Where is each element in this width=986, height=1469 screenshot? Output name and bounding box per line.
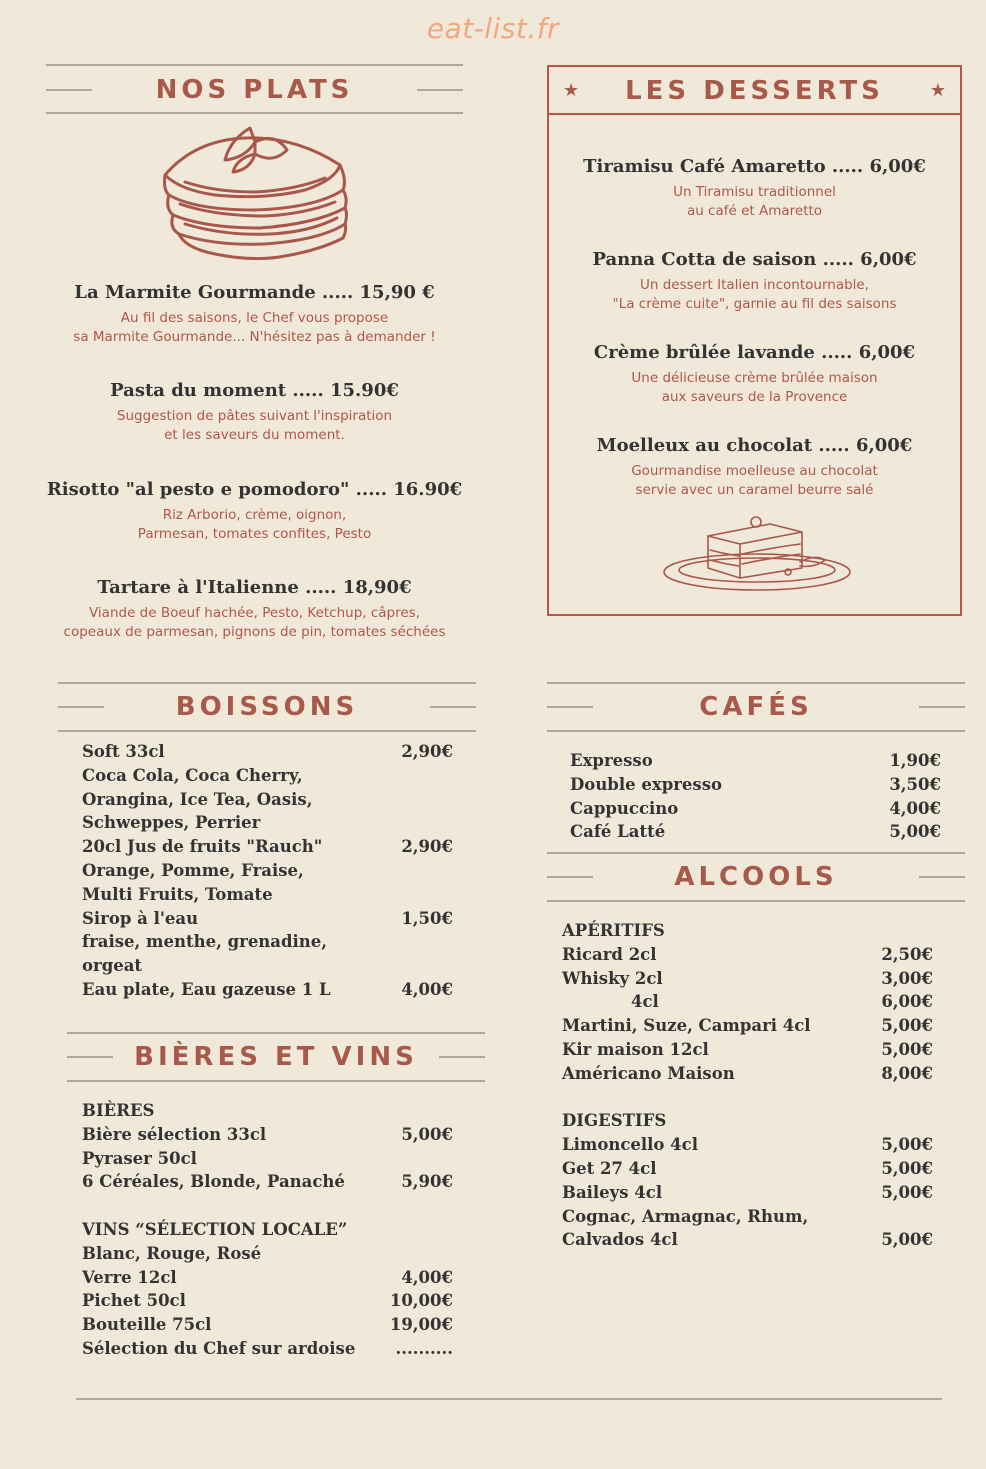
divider [46, 89, 92, 91]
menu-row [562, 1228, 933, 1252]
menu-row [82, 1170, 453, 1194]
menu-row [82, 1218, 453, 1242]
description-line: Suggestion de pâtes suivant l'inspiration [116, 408, 393, 424]
menu-row [82, 1147, 453, 1171]
item-label: Eau plate, Eau gazeuse 1 L [82, 979, 331, 999]
description-line: aux saveurs de la Provence [661, 389, 848, 405]
menu-row [82, 907, 453, 931]
item-label: Ricard 2cl [562, 944, 657, 964]
item-label: BIÈRES [82, 1101, 155, 1120]
menu-row [82, 1337, 453, 1361]
description-line: Gourmandise moelleuse au chocolat [631, 463, 878, 479]
item-label: Cappuccino [570, 798, 679, 818]
description-line: Viande de Boeuf hachée, Pesto, Ketchup, câpres, [88, 605, 421, 621]
item-label: 4cl [631, 992, 659, 1012]
description-line: Riz Arborio, crème, oignon, [162, 507, 347, 523]
item-price: 4,00€ [889, 798, 941, 818]
description-line: Une délicieuse crème brûlée maison [631, 370, 878, 386]
item-label: fraise, menthe, grenadine, [82, 932, 328, 952]
boissons-list [82, 740, 453, 1002]
item-label: Sélection du Chef sur ardoise [82, 1338, 356, 1358]
menu-row [562, 943, 933, 967]
dessert-description [549, 369, 960, 407]
menu-row [562, 1014, 933, 1038]
item-label: VINS “SÉLECTION LOCALE” [82, 1219, 348, 1239]
section-title-plats: NOS PLATS [155, 75, 354, 105]
menu-row [562, 1181, 933, 1205]
item-label: Bière sélection 33cl [82, 1124, 267, 1144]
item-price: 3,00€ [881, 968, 933, 988]
menu-row [562, 1086, 933, 1110]
menu-row [82, 859, 453, 883]
item-price: 1,90€ [889, 751, 941, 770]
item-label: Baileys 4cl [562, 1182, 663, 1202]
dish-item [46, 380, 463, 445]
dessert-description [549, 462, 960, 500]
divider [58, 682, 476, 684]
divider [919, 876, 965, 878]
menu-row [82, 1099, 453, 1123]
dish-description [46, 506, 463, 544]
dessert-name: Panna Cotta de saison ..... 6,00€ [592, 249, 917, 270]
item-label: Orange, Pomme, Fraise, [82, 860, 304, 880]
item-price: 19,00€ [389, 1315, 453, 1335]
item-price: 2,50€ [881, 944, 933, 964]
item-label: Double expresso [570, 774, 723, 794]
description-line: au café et Amaretto [686, 203, 823, 219]
item-price: 5,90€ [401, 1172, 453, 1192]
description-line: "La crème cuite", garnie au fil des saisons [612, 296, 897, 312]
item-label: Américano Maison [562, 1063, 735, 1083]
dessert-name: Moelleux au chocolat ..... 6,00€ [596, 435, 913, 456]
description-line: et les saveurs du moment. [164, 427, 345, 443]
item-price: 2,90€ [401, 837, 453, 857]
divider [46, 112, 463, 114]
dish-description [46, 407, 463, 445]
item-label: Blanc, Rouge, Rosé [82, 1243, 262, 1263]
menu-row [82, 835, 453, 859]
dessert-item [549, 435, 960, 500]
item-label: Pyraser 50cl [82, 1148, 197, 1168]
item-price: 5,00€ [881, 1016, 933, 1036]
menu-row [570, 797, 941, 821]
description-line: Un dessert Italien incontournable, [639, 277, 870, 293]
menu-row [570, 773, 941, 797]
dessert-description [549, 183, 960, 221]
dish-description [46, 309, 463, 347]
section-title-alcools: ALCOOLS [674, 862, 838, 892]
menu-row [82, 740, 453, 764]
bieres-vins-list [82, 1099, 453, 1361]
item-label: Limoncello 4cl [562, 1135, 698, 1155]
item-price: 3,50€ [889, 774, 941, 794]
dessert-item [549, 156, 960, 221]
menu-row [82, 1123, 453, 1147]
item-label: Coca Cola, Coca Cherry, [82, 765, 303, 785]
divider [547, 706, 593, 708]
divider [67, 1056, 113, 1058]
item-label: Café Latté [570, 822, 666, 842]
item-price: 5,00€ [881, 1039, 933, 1059]
section-title-desserts: LES DESSERTS [625, 76, 884, 106]
item-label: orgeat [82, 956, 143, 976]
item-price: 5,00€ [881, 1182, 933, 1202]
item-label: Multi Fruits, Tomate [82, 884, 273, 904]
dish-item [46, 577, 463, 642]
description-line: servie avec un caramel beurre salé [635, 482, 874, 498]
dessert-description [549, 276, 960, 314]
section-title-bieres-vins: BIÈRES ET VINS [134, 1042, 418, 1072]
item-label: Pichet 50cl [82, 1291, 186, 1311]
section-title-boissons: BOISSONS [175, 692, 359, 722]
menu-row [562, 1038, 933, 1062]
item-label: Verre 12cl [82, 1267, 177, 1287]
footer-divider [76, 1398, 942, 1400]
dish-name: Tartare à l'Italienne ..... 18,90€ [97, 577, 412, 598]
menu-row [82, 883, 453, 907]
divider [547, 876, 593, 878]
menu-row [562, 990, 933, 1014]
item-price: 5,00€ [401, 1124, 453, 1144]
menu-row [562, 1157, 933, 1181]
item-label: Orangina, Ice Tea, Oasis, [82, 789, 313, 809]
tiramisu-illustration [660, 510, 854, 594]
item-price: 4,00€ [401, 979, 453, 999]
item-label: Calvados 4cl [562, 1230, 678, 1250]
divider [58, 706, 104, 708]
dessert-name: Tiramisu Café Amaretto ..... 6,00€ [583, 156, 926, 177]
menu-row [82, 1266, 453, 1290]
item-price: 10,00€ [389, 1291, 453, 1311]
divider [547, 682, 965, 684]
menu-row [82, 954, 453, 978]
menu-row [562, 1133, 933, 1157]
divider [67, 1032, 485, 1034]
description-line: copeaux de parmesan, pignons de pin, tomates séchées [63, 624, 446, 640]
item-price: 5,00€ [889, 822, 941, 842]
item-label: 20cl Jus de fruits "Rauch" [82, 837, 323, 857]
menu-row [562, 967, 933, 991]
menu-row [82, 1242, 453, 1266]
menu-row [570, 749, 941, 773]
menu-row [82, 1194, 453, 1218]
menu-row [562, 919, 933, 943]
item-price: 4,00€ [401, 1267, 453, 1287]
alcools-list [562, 919, 933, 1252]
item-label: Expresso [570, 751, 653, 770]
description-line: Parmesan, tomates confites, Pesto [137, 526, 372, 542]
site-name: eat-list.fr [426, 12, 560, 45]
cafes-list [570, 749, 941, 844]
menu-row [82, 1313, 453, 1337]
divider [67, 1080, 485, 1082]
dish-name: La Marmite Gourmande ..... 15,90 € [74, 282, 435, 303]
dessert-name: Crème brûlée lavande ..... 6,00€ [593, 342, 916, 363]
item-label: Soft 33cl [82, 742, 165, 761]
dish-description [46, 604, 463, 642]
item-label: APÉRITIFS [562, 921, 665, 940]
item-label: 6 Céréales, Blonde, Panaché [82, 1172, 345, 1192]
dessert-item [549, 342, 960, 407]
lasagna-illustration [155, 120, 355, 265]
description-line: Un Tiramisu traditionnel [673, 184, 836, 200]
item-price: 5,00€ [881, 1230, 933, 1250]
menu-row [82, 788, 453, 812]
item-label: Schweppes, Perrier [82, 813, 261, 833]
dish-name: Risotto "al pesto e pomodoro" ..... 16.90€ [46, 479, 463, 500]
item-price: .......... [395, 1338, 453, 1358]
item-label: Get 27 4cl [562, 1158, 657, 1178]
description-line: sa Marmite Gourmande... N'hésitez pas à demander ! [73, 329, 436, 345]
item-price: 2,90€ [401, 742, 453, 761]
menu-row [82, 1289, 453, 1313]
menu-row [82, 930, 453, 954]
dish-item [46, 479, 463, 544]
menu-row [82, 764, 453, 788]
item-label: Whisky 2cl [562, 968, 663, 988]
item-label: DIGESTIFS [562, 1111, 667, 1131]
menu-row [562, 1205, 933, 1229]
item-price: 5,00€ [881, 1158, 933, 1178]
item-price: 8,00€ [881, 1063, 933, 1083]
divider [439, 1056, 485, 1058]
divider [46, 64, 463, 66]
divider [919, 706, 965, 708]
menu-row [562, 1062, 933, 1086]
item-label: Sirop à l'eau [82, 908, 199, 928]
star-icon: ★ [563, 80, 580, 101]
menu-row [82, 811, 453, 835]
divider [549, 113, 960, 115]
divider [58, 730, 476, 732]
item-price: 1,50€ [401, 908, 453, 928]
menu-row [570, 820, 941, 844]
dish-item [46, 282, 463, 347]
section-title-cafes: CAFÉS [699, 692, 813, 722]
star-icon: ★ [929, 80, 946, 101]
divider [547, 900, 965, 902]
dessert-item [549, 249, 960, 314]
item-price: 6,00€ [881, 992, 933, 1012]
item-label: Kir maison 12cl [562, 1039, 709, 1059]
item-price: 5,00€ [881, 1135, 933, 1155]
description-line: Au fil des saisons, le Chef vous propose [120, 310, 389, 326]
divider [430, 706, 476, 708]
divider [547, 730, 965, 732]
menu-row [562, 1109, 933, 1133]
menu-row [82, 978, 453, 1002]
dish-name: Pasta du moment ..... 15.90€ [110, 380, 399, 401]
item-label: Bouteille 75cl [82, 1315, 212, 1335]
item-label: Cognac, Armagnac, Rhum, [562, 1206, 809, 1226]
divider [417, 89, 463, 91]
item-label: Martini, Suze, Campari 4cl [562, 1016, 811, 1036]
divider [547, 852, 965, 854]
